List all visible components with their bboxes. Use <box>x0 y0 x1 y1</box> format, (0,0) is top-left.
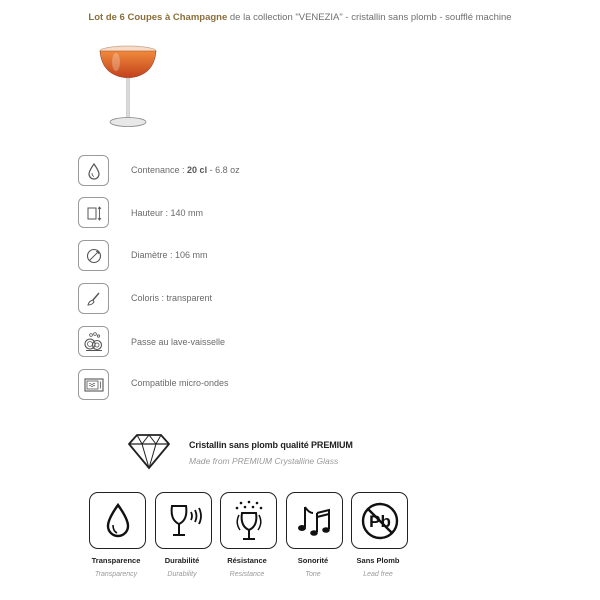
dishwasher-icon-box <box>78 326 109 357</box>
crystal-title: Cristallin sans plomb qualité PREMIUM <box>189 440 353 450</box>
diameter-icon <box>84 246 104 266</box>
durability-badge <box>155 492 212 549</box>
resistance-sub: Resistance <box>229 571 265 578</box>
drop-icon <box>100 501 136 541</box>
color-text: Coloris : transparent <box>131 293 213 303</box>
lead-free-badge <box>351 492 408 549</box>
drop-icon <box>84 161 104 181</box>
height-icon <box>84 203 104 223</box>
lead-free-label: Sans Plomb <box>356 556 400 565</box>
diameter-icon-box <box>78 240 109 271</box>
product-title-bold: Lot de 6 Coupes à Champagne <box>88 12 228 23</box>
tone-sub: Tone <box>305 571 321 578</box>
tone-badge <box>286 492 343 549</box>
champagne-coupe-image <box>98 38 158 130</box>
transparency-sub: Transparency <box>94 571 138 578</box>
product-title <box>0 12 600 23</box>
diamond-icon <box>125 432 173 472</box>
lead-free-sub: Lead free <box>363 571 393 578</box>
diameter-text: Diamètre : 106 mm <box>131 250 208 260</box>
microwave-icon <box>83 375 105 395</box>
tone-label: Sonorité <box>297 556 329 565</box>
height-icon-box <box>78 197 109 228</box>
durable-glass-icon <box>164 500 204 542</box>
brush-icon <box>84 289 104 309</box>
microwave-icon-box <box>78 369 109 400</box>
resistance-badge <box>220 492 277 549</box>
resistance-label: Résistance <box>227 556 267 565</box>
dishwasher-text: Passe au lave-vaisselle <box>131 337 226 347</box>
resistance-glass-icon <box>229 499 269 543</box>
color-icon-box <box>78 283 109 314</box>
crystal-subtitle: Made from PREMIUM Crystalline Glass <box>189 456 339 466</box>
capacity-text: Contenance : 20 cl - 6.8 oz <box>131 165 240 175</box>
lead-free-icon <box>358 499 402 543</box>
product-title-rest: de la collection "VENEZIA" - cristallin sans plomb - soufflé machine <box>227 12 512 23</box>
transparency-badge <box>89 492 146 549</box>
svg-text:Pb: Pb <box>368 511 391 531</box>
capacity-icon-box <box>78 155 109 186</box>
height-text: Hauteur : 140 mm <box>131 208 204 218</box>
transparency-label: Transparence <box>91 556 141 565</box>
music-note-icon <box>295 501 335 541</box>
microwave-text: Compatible micro-ondes <box>131 378 229 388</box>
durability-sub: Durability <box>167 571 197 578</box>
durability-label: Durabilité <box>164 556 200 565</box>
dishwasher-icon <box>83 331 105 353</box>
